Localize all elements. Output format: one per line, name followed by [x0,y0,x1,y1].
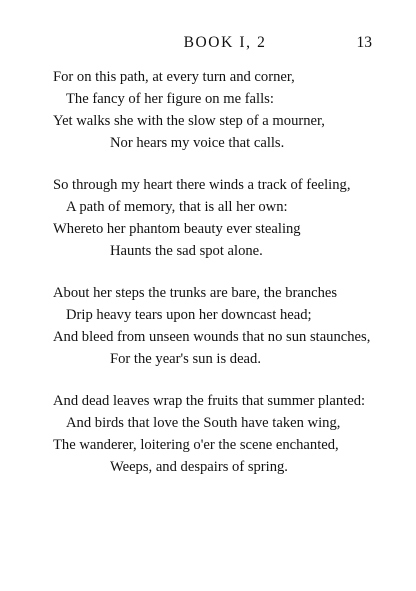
verse-line: About her steps the trunks are bare, the branches [53,285,338,301]
running-head [0,34,416,56]
verse-line: For on this path, at every turn and corner, [53,69,295,85]
verse-line: Nor hears my voice that calls. [110,135,285,151]
verse-line: Drip heavy tears upon her downcast head; [66,307,312,323]
verse-line: Haunts the sad spot alone. [110,243,263,259]
stanza [0,174,416,262]
running-head-title: BOOK I, 2 [183,34,267,51]
verse-line: The fancy of her figure on me falls: [66,91,274,107]
verse-line: And bleed from unseen wounds that no sun staunches, [53,329,371,345]
verse-line: For the year's sun is dead. [110,351,261,367]
stanza [0,390,416,478]
verse-line: A path of memory, that is all her own: [66,199,288,215]
verse-line: Whereto her phantom beauty ever stealing [53,221,301,237]
page-number: 13 [356,34,372,51]
verse-line: And dead leaves wrap the fruits that summer planted: [53,393,366,409]
stanza [0,282,416,370]
verse-line: Yet walks she with the slow step of a mourner, [53,113,325,129]
verse-line: Weeps, and despairs of spring. [110,459,288,475]
stanza [0,66,416,154]
verse-line: And birds that love the South have taken wing, [66,415,341,431]
verse-line: The wanderer, loitering o'er the scene enchanted, [53,437,339,453]
verse-line: So through my heart there winds a track of feeling, [53,177,351,193]
poem-body [0,66,416,498]
